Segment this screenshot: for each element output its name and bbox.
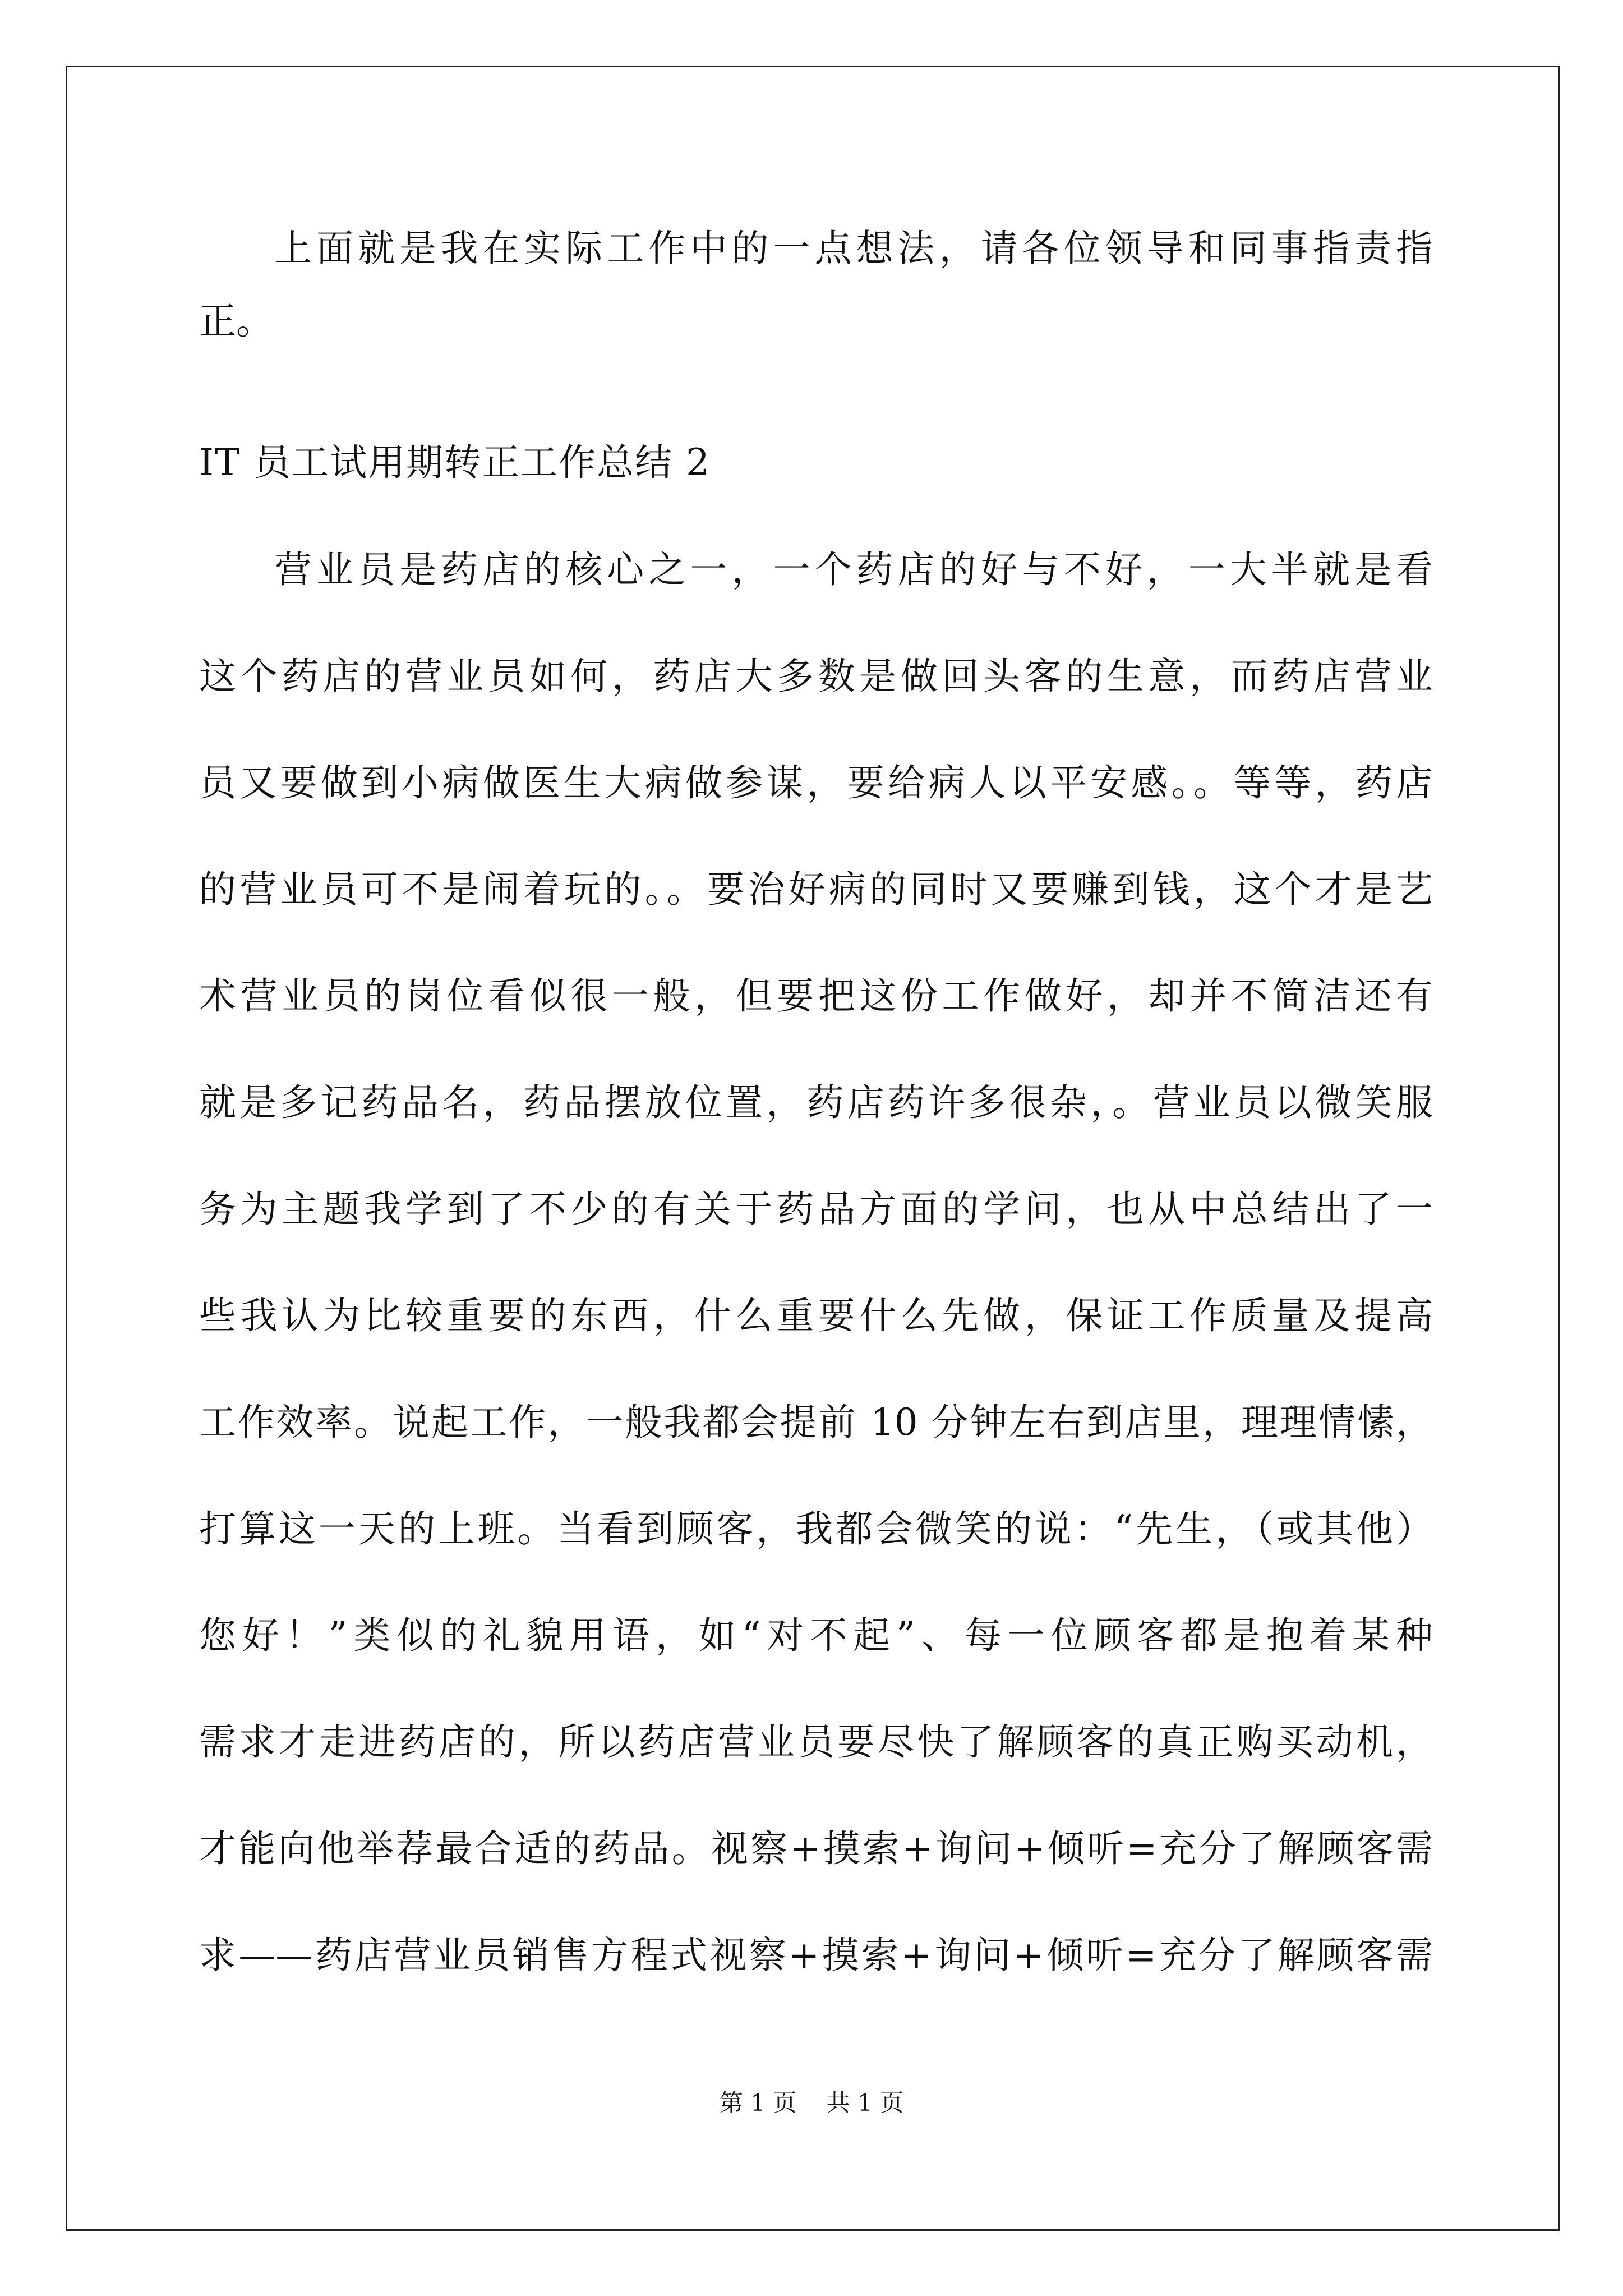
text-line: 您好！”类似的礼貌用语，如“对不起”、每一位顾客都是抱着某种 [199,1614,1433,1657]
text-line: 正。 [199,300,273,343]
text-line: 需求才走进药店的，所以药店营业员要尽快了解顾客的真正购买动机， [199,1720,1433,1764]
text-line: 营业员是药店的核心之一，一个药店的好与不好，一大半就是看 [275,548,1433,591]
text-line: 些我认为比较重要的东西，什么重要什么先做，保证工作质量及提高 [199,1294,1433,1337]
text-line: 上面就是我在实际工作中的一点想法，请各位领导和同事指责指 [275,227,1433,270]
page-border [66,66,1560,2231]
text-line: 的营业员可不是闹着玩的。。要治好病的同时又要赚到钱，这个才是艺 [199,868,1433,911]
text-line: 求——药店营业员销售方程式视察+摸索+询问+倾听=充分了解顾客需 [199,1934,1433,1977]
text-line: 工作效率。说起工作，一般我都会提前 10 分钟左右到店里，理理情愫， [199,1401,1433,1444]
section-heading: IT 员工试用期转正工作总结 2 [199,441,711,484]
text-line: 这个药店的营业员如何，药店大多数是做回头客的生意，而药店营业 [199,655,1433,698]
text-line: 务为主题我学到了不少的有关于药品方面的学问，也从中总结出了一 [199,1188,1433,1231]
text-line: 员又要做到小病做医生大病做参谋，要给病人以平安感。。等等，药店 [199,761,1433,804]
text-line: 就是多记药品名，药品摆放位置，药店药许多很杂，。营业员以微笑服 [199,1081,1433,1124]
text-line: 才能向他举荐最合适的药品。视察+摸索+询问+倾听=充分了解顾客需 [199,1827,1433,1870]
text-line: 打算这一天的上班。当看到顾客，我都会微笑的说：“先生，（或其他） [199,1507,1433,1550]
page-footer: 第 1 页 共 1 页 [719,2089,904,2116]
text-line: 术营业员的岗位看似很一般，但要把这份工作做好，却并不简洁还有 [199,974,1433,1018]
